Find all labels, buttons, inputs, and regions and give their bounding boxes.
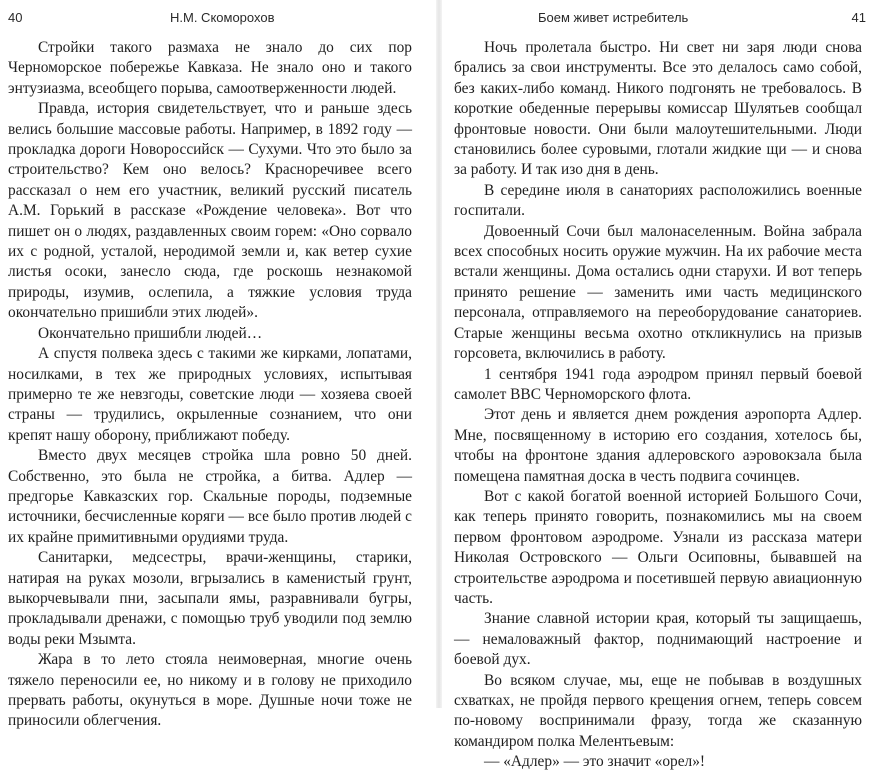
paragraph: Жара в то лето стояла неимоверная, многие очень тяжело переносили ее, но никому и в голову не приходило прервать работы, окунуться в море. Душные ночи тоже не приносили облегчения. xyxy=(8,651,412,730)
left-running-head: Н.М. Скоморохов xyxy=(170,10,275,25)
paragraph: Довоенный Сочи был малонаселенным. Война забрала всех способных носить оружие мужчин. На их рабочие места встали женщины. Дома остались одни старухи. И вот теперь принято решение — заменить ими часть медицинского персонала, отправляемого на переоборудование санаториев. Старые женщины весьма охотно откликнулись на призыв горсовета, включились в работу. xyxy=(454,222,862,363)
paragraph: Правда, история свидетельствует, что и раньше здесь велись большие массовые работы. Например, в 1892 году — прокладка дороги Новороссийск — Сухуми. Что это было за строительство? Кем оно велось? Красноречивее всего рассказал о нем его участник, великий русский писатель А.М. Горький в рассказе «Рождение человека». Вот что пишет он о людях, раздавленных своим горем: «Оно сорвало их с родной, усталой, неродимой земли и, как ветер сухие листья осоки, занесло сюда, где роскошь незнакомой природы, изумив, ослепила, а тяжкие условия труда окончательно пришибли этих людей». xyxy=(8,100,412,322)
paragraph: Вместо двух месяцев стройка шла ровно 50 дней. Собственно, это была не стройка, а битва. Адлер — предгорье Кавказских гор. Скальные породы, подземные источники, бесчисленные коряги — все было против людей с их крайне примитивными орудиями труда. xyxy=(8,447,412,546)
paragraph: 1 сентября 1941 года аэродром принял первый боевой самолет ВВС Черноморского флота. xyxy=(454,365,862,403)
left-page-number: 40 xyxy=(8,10,23,25)
paragraph: Ночь пролетала быстро. Ни свет ни заря люди снова брались за свои инструменты. Все это делалось само собой, без каких-либо команд. Никого подгонять не требовалось. В короткие обеденные перерывы комиссар Шулятьев сообщал фронтовые новости. Они были малоутешительными. Люди становились более суровыми, глотали жидкие щи — и снова за работу. И так изо дня в день. xyxy=(454,39,862,179)
paragraph: Во всяком случае, мы, еще не побывав в воздушных схватках, не пройдя первого крещения огнем, теперь совсем по-новому воспринимали фразу, тогда же сказанную командиром полка Мелентьевым: xyxy=(454,671,862,750)
paragraph: Этот день и является днем рождения аэропорта Адлер. Мне, посвященному в историю его создания, хотелось бы, чтобы на фронтоне здания адлеровского аэровокзала была помещена памятная доска в честь подвига сочинцев. xyxy=(454,406,862,485)
left-page-body xyxy=(8,38,412,732)
right-page-number: 41 xyxy=(851,10,866,25)
paragraph: В середине июля в санаториях расположились военные госпитали. xyxy=(454,181,862,220)
paragraph: Окончательно пришибли людей… xyxy=(38,324,263,342)
paragraph: Вот с какой богатой военной историей Большого Сочи, как теперь принято говорить, познакомились мы на своем первом фронтовом аэродроме. Узнали из рассказа матери Николая Островского — Ольги Осиповны, бывавшей на строительстве аэродрома и посетившей первую авиационную часть. xyxy=(454,487,862,607)
right-running-head: Боем живет истребитель xyxy=(538,10,689,25)
paragraph: Стройки такого размаха не знало до сих пор Черноморское побережье Кавказа. Не знало оно и такого энтузиазма, всеобщего порыва, самоотверженности людей. xyxy=(8,39,412,97)
right-page xyxy=(442,0,876,771)
right-page-body xyxy=(454,38,862,773)
paragraph: — «Адлер» — это значит «орел»! xyxy=(484,753,706,771)
left-page xyxy=(0,0,434,730)
paragraph: Санитарки, медсестры, врачи-женщины, старики, натирая на руках мозоли, вгрызались в каменистый грунт, выкорчевывали пни, засыпали ямы, разравнивали бугры, прокладывали дренажи, с помощью труб уводили под землю воды реки Мзымта. xyxy=(8,549,412,648)
paragraph: Знание славной истории края, который ты защищаешь, — немаловажный фактор, поднимающий настроение и боевой дух. xyxy=(454,610,862,669)
paragraph: А спустя полвека здесь с такими же кирками, лопатами, носилками, в тех же природных условиях, испытывая примерно те же невзгоды, советские люди — хозяева своей страны — трудились, окрыленные сознанием, что они крепят нашу оборону, приближают победу. xyxy=(8,345,412,444)
